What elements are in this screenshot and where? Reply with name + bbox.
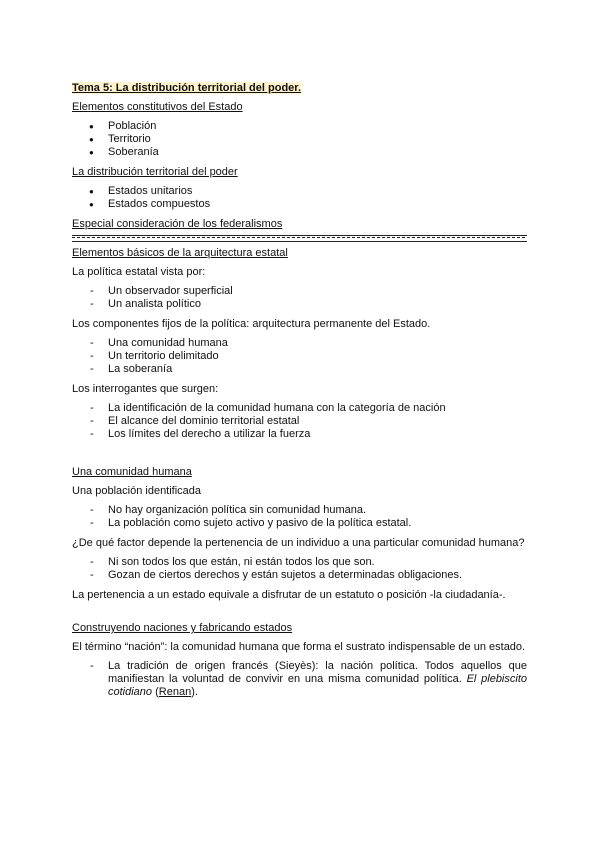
- list-item: - El alcance del dominio territorial estatal: [72, 415, 527, 428]
- tradicion-author: Renan: [158, 686, 192, 698]
- dash-list-pregunta: [72, 556, 527, 582]
- list-item: - La identificación de la comunidad humana con la categoría de nación: [72, 402, 527, 415]
- list-item: ● Estados unitarios: [72, 185, 527, 198]
- dash-list-interrogantes: [72, 402, 527, 441]
- list-item: ● Población: [72, 120, 527, 133]
- section-heading-elementos: Elementos constitutivos del Estado: [72, 101, 243, 113]
- dash-list-tradicion: [72, 660, 527, 699]
- title-line: [72, 82, 527, 95]
- list-item: - Ni son todos los que están, ni están todos los que son.: [72, 556, 527, 569]
- paragraph-vista: La política estatal vista por:: [72, 266, 206, 278]
- section-heading-comunidad: Una comunidad humana: [72, 466, 192, 478]
- section-heading-distribucion: La distribución territorial del poder: [72, 166, 238, 178]
- document-title: Tema 5: La distribución territorial del poder.: [72, 82, 302, 94]
- blank-line: [72, 602, 527, 622]
- tradicion-close: ).: [191, 686, 198, 698]
- tradicion-text: La tradición de origen francés (Sieyès): la nación política. Todos aquellos que manifiestan la voluntad de convivir en una misma comunidad política.: [108, 660, 527, 685]
- blank-line: [72, 448, 527, 466]
- list-item: - Los límites del derecho a utilizar la fuerza: [72, 428, 527, 441]
- list-item: ● Soberanía: [72, 146, 527, 159]
- dash-list-componentes: [72, 337, 527, 376]
- paragraph-pertenencia: La pertenencia a un estado equivale a disfrutar de un estatuto o posición -la ciudadanía-.: [72, 589, 506, 601]
- tradicion-italic: El plebiscito cotidiano: [108, 673, 527, 698]
- list-item: - No hay organización política sin comunidad humana.: [72, 504, 527, 517]
- paragraph-componentes: Los componentes fijos de la política: arquitectura permanente del Estado.: [72, 318, 431, 330]
- list-item: - Una comunidad humana: [72, 337, 527, 350]
- list-item: ● Territorio: [72, 133, 527, 146]
- bullet-list-elementos: [72, 120, 527, 159]
- list-item: - La población como sujeto activo y pasivo de la política estatal.: [72, 517, 527, 530]
- list-item: - Gozan de ciertos derechos y están sujetos a determinadas obligaciones.: [72, 569, 527, 582]
- paragraph-interrogantes: Los interrogantes que surgen:: [72, 383, 219, 395]
- dash-list-poblacion: [72, 504, 527, 530]
- document-body: [72, 82, 527, 706]
- list-item: - Un territorio delimitado: [72, 350, 527, 363]
- list-item: - Un analista político: [72, 298, 527, 311]
- paragraph-nacion: El término “nación”: la comunidad humana que forma el sustrato indispensable de un estado.: [72, 641, 526, 653]
- section-divider: [72, 235, 527, 242]
- section-heading-federalismos: Especial consideración de los federalismos: [72, 218, 283, 230]
- tradicion-open: (: [152, 686, 159, 698]
- list-item: - Un observador superficial: [72, 285, 527, 298]
- section-heading-arquitectura: Elementos básicos de la arquitectura estatal: [72, 247, 288, 259]
- section-heading-naciones: Construyendo naciones y fabricando estados: [72, 622, 293, 634]
- paragraph-poblacion: Una población identificada: [72, 485, 202, 497]
- bullet-list-estados: [72, 185, 527, 211]
- paragraph-pregunta: ¿De qué factor depende la pertenencia de un individuo a una particular comunidad humana?: [72, 537, 525, 549]
- dash-list-vista: [72, 285, 527, 311]
- list-item: - La soberanía: [72, 363, 527, 376]
- list-item: ● Estados compuestos: [72, 198, 527, 211]
- list-item-tradicion: [72, 660, 527, 699]
